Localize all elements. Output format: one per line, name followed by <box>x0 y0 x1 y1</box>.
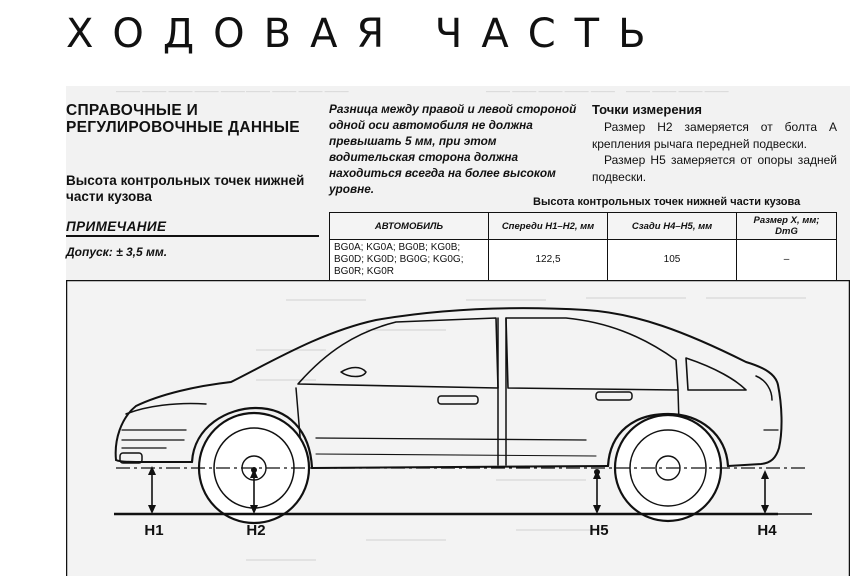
column-header-size-x: Размер X, мм; DmG <box>737 213 837 240</box>
section-subtitle: Высота контрольных точек нижней части кузова <box>66 173 305 204</box>
label-h2: H2 <box>246 522 266 539</box>
car-diagram <box>66 280 850 576</box>
table-title: Высота контрольных точек нижней части кузова <box>533 196 801 208</box>
page-header-title: ХОДОВАЯ ЧАСТЬ <box>66 11 665 57</box>
figure-frame <box>67 281 850 576</box>
section-title: СПРАВОЧНЫЕ И РЕГУЛИРОВОЧНЫЕ ДАННЫЕ <box>66 102 300 136</box>
page-background: ——— ——— ——— ——— ——— ——— ——— ——— ——— ——— ——— ——— ——— ——— ——— ——— ——— ——— <box>66 86 850 576</box>
measurement-point-h5: Размер H5 замеряется от опоры задней подвески. <box>592 153 837 184</box>
column-header-rear: Сзади H4–H5, мм <box>608 213 737 240</box>
table-row <box>330 240 837 281</box>
cell-rear-value: 105 <box>608 240 737 281</box>
table-header-row <box>330 213 837 240</box>
column-header-vehicle: АВТОМОБИЛЬ <box>330 213 489 240</box>
label-h1: H1 <box>144 522 164 539</box>
cell-vehicle-models: BG0A; KG0A; BG0B; KG0B; BG0D; KG0D; BG0G; KG0G; BG0R; KG0R <box>330 240 489 281</box>
measurement-point-h2: Размер H2 замеряется от болта A крепления рычага передней подвески. <box>592 120 837 151</box>
point-a-marker <box>251 467 257 473</box>
note-heading: ПРИМЕЧАНИЕ <box>66 219 319 237</box>
label-h5: H5 <box>589 522 609 539</box>
cell-size-x-value: – <box>737 240 837 281</box>
label-h4: H4 <box>757 522 777 539</box>
cell-front-value: 122,5 <box>489 240 608 281</box>
column-header-front: Спереди H1–H2, мм <box>489 213 608 240</box>
height-table <box>329 212 837 281</box>
warning-paragraph: Разница между правой и левой стороной одной оси автомобиля не должна превышать 5 мм, при этом водительская сторона должна находиться всегда на более высоком уровне. <box>329 102 577 196</box>
measurement-points-title: Точки измерения <box>592 102 702 117</box>
point-h5-marker <box>594 469 600 475</box>
measurement-points-text <box>592 119 837 185</box>
tolerance-text: Допуск: ± 3,5 мм. <box>66 245 168 259</box>
